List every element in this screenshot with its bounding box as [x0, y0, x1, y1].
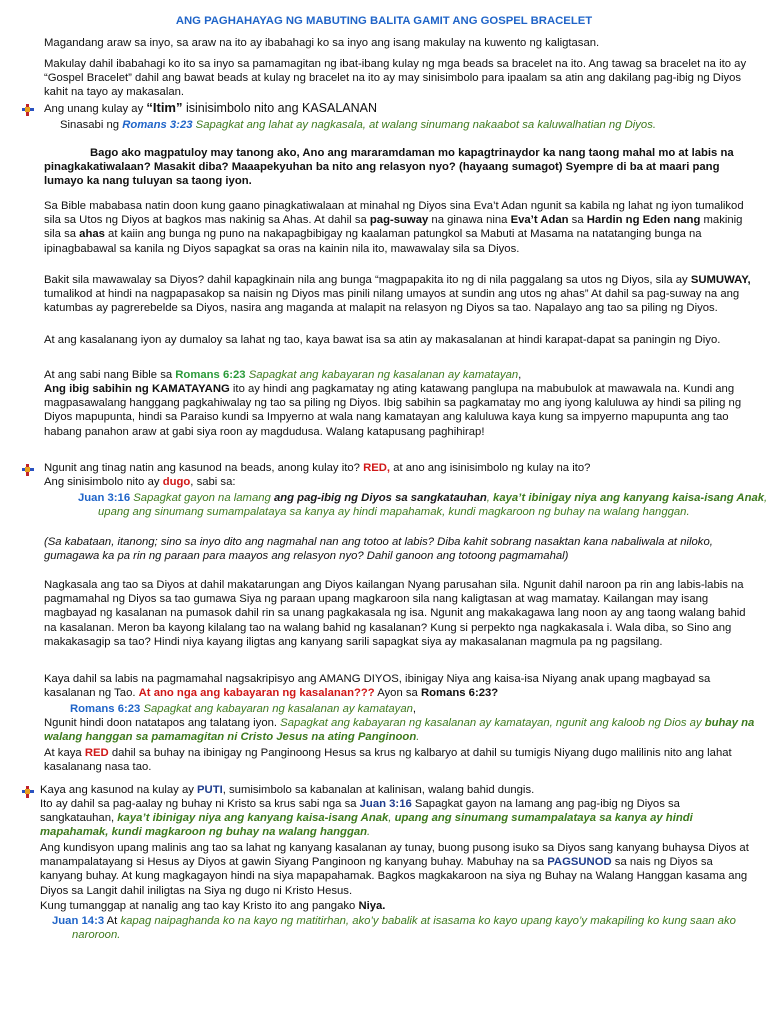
amang-text: Kaya dahil sa labis na pagmamahal nagsakripisyo ang AMANG DIYOS, ibinigay Niya ang kaisa-isa Niyang anak upang magbayad sa kasalanan ng Tao. [44, 673, 711, 700]
kabataan-note: (Sa kabataan, itanong; sino sa inyo dito ang nagmahal nan ang totoo at labis? Diba kahit sobrang nasaktan kana nabaliwala at niloko, gumagawa ka pa rin ng paraan para maayos ang relasyon nyo? Dahil ganoon ang totoong pagmamahal) [44, 536, 713, 563]
juan-verse-5: , upang ang sinumang sumampalataya sa kanya ay hindi mapahamak, kundi magkaroon ng buhay na walang hanggan. [98, 492, 768, 519]
juan-14-3-verse [52, 914, 762, 942]
black-color-label: “Itim” [146, 100, 183, 115]
alay-text-1: Ito ay dahil sa pag-aalay ng buhay ni Kristo sa krus sabi nga sa [40, 798, 360, 810]
juan-verse-3: , [486, 492, 494, 504]
ayon-text: Ayon sa [374, 687, 421, 700]
alay-verse-1: kaya’t ibinigay niya ang kanyang kaisa-isang Anak [117, 812, 389, 825]
romans-3-23-verse: Sapagkat ang lahat ay nagkasala, at walang sinumang nakaabot sa kaluwalhatian ng Diyos. [192, 119, 656, 131]
juan-14-3-ref: Juan 14:3 [52, 915, 105, 927]
ngunit-paragraph [44, 716, 756, 744]
pag-suway-text: pag-suway [369, 214, 429, 227]
nagkasala-paragraph: Nagkasala ang tao sa Diyos at dahil makatarungan ang Diyos kailangan Nyang parusahan sila. Ngunit dahil naroon pa rin ang labis-labis na pagmamahal ng Diyos sa tao gumawa Siya ng paraan upang magkaroon sila nang kaligtasan at wag mamatay. Kailangan may isang magbayad ng kasalanan na pumasok dahil rin sa unang pagkakasala ng isa. Ngunit ang makakagawa lang noon ay ang taong walang bahid na kasalanan. Meron ba kayong kilalang tao na walang bahid ng kasalanan? Kung si perpekto nga nagkakasala i. Wala diba, so Sino ang makakasagip sa tao? Hindi niya kayang iligtas ang kanyang sarili sapagkat siya ay makasalanan magmula pa ng pagsilang. [44, 579, 746, 648]
ngunit-verse-1: Sapagkat ang kabayaran ng kasalanan ay kamatayan [280, 717, 550, 729]
kundisyon-text-1: Ang kundisyon upang malinis ang tao sa lahat ng kanyang kasalanan ay tunay, buong pusong isuko sa Diyos sang kanyang buhaysa Diyos at manampalatayang si Hesus ay Diyos at gawin Siyang Panginoon ng kanyang buhay. Mabuhay na sa [40, 842, 749, 869]
white-heading [40, 783, 752, 797]
says-text: Sinasabi ng [60, 119, 123, 131]
romans-3-23-line [60, 118, 700, 132]
intro-paragraph-1: Magandang araw sa inyo, sa araw na ito ay ibabahagi ko sa inyo ang isang makulay na kuwento ng kaligtasan. [44, 37, 600, 49]
alay-comma: , [388, 812, 395, 825]
pangako-text: Kung tumanggap at nanalig ang tao kay Kristo ito ang pangako [40, 900, 359, 912]
question-paragraph: Bago ako magpatuloy may tanong ako, Ano ang mararamdaman mo kapagtrinaydor ka nang taong mahal mo at labis na pinagkakatiwalaan? Masakit diba? Maaapekyuhan ba nito ang relasyon nyo? (hayaang sumagot) Syempre di ba at maari pang lumayo ka nang tuluyan sa taong iyon. [44, 147, 734, 188]
bakit-paragraph [44, 273, 756, 316]
red-question [44, 461, 756, 475]
eva-adan-text: Eva’t Adan [510, 214, 569, 227]
cross-bullet-icon [22, 464, 34, 476]
red-question-text-1: Ngunit ang tinag natin ang kasunod na beads, anong kulay ito? [44, 462, 364, 474]
kamatayan-bold: Ang ibig sabihin ng KAMATAYANG [44, 383, 230, 395]
sumuway-text: SUMUWAY, [690, 274, 751, 286]
puti-label: PUTI [197, 784, 223, 796]
eden-text-2: na ginawa nina [428, 214, 511, 227]
red-symbol-text-2: , sabi sa: [190, 476, 236, 488]
pagsunod-text: PAGSUNOD [547, 856, 612, 869]
kamatayan-paragraph [44, 382, 756, 439]
alay-paragraph [40, 797, 756, 840]
black-heading [44, 101, 744, 116]
bakit-text-1: Bakit sila mawawalay sa Diyos? dahil kapagkinain nila ang bunga “magpapakita ito ng di nila paggalang sa utos ng Diyos, sila ay [44, 274, 691, 286]
romans-6-23-bold: Romans 6:23? [420, 687, 499, 700]
eden-text-3: sa [568, 214, 587, 227]
red-symbol-text: Ang sinisimbolo nito ay [44, 476, 163, 488]
amang-diyos-paragraph [44, 672, 756, 700]
alay-verse-2: upang ang sinumang sumampalataya sa kanya ay hindi mapahamak, kundi magkaroon ng buhay na walang hanggan [40, 812, 693, 839]
juan-3-16-verse [78, 491, 768, 519]
kasalanan-paragraph: At ang kasalanang iyon ay dumaloy sa lahat ng tao, kaya bawat isa sa atin ay makasalanan at hindi karapat-dapat sa paningin ng Diyo. [44, 334, 721, 346]
hardin-eden-text: Hardin ng Eden nang [586, 214, 701, 227]
romans-6-23-verse-2: Sapagkat ang kabayaran ng kasalanan ay kamatayan [140, 703, 413, 715]
death-text-1: At ang sabi nang Bible sa [44, 369, 176, 381]
romans-6-23-line [44, 368, 756, 382]
cross-bullet-icon [22, 104, 34, 116]
kabayaran-question: At ano nga ang kabayaran ng kasalanan??? [138, 687, 375, 700]
ngunit-period: . [416, 731, 420, 744]
kaya-text: At kaya [44, 747, 85, 759]
black-heading-symbol: isinisimbolo nito ang KASALANAN [182, 101, 378, 115]
eden-text-4: makinig sila sa [44, 214, 743, 241]
ahas-text: ahas [79, 228, 105, 241]
cross-bullet-icon [22, 786, 34, 798]
eden-text-1: Sa Bible mababasa natin doon kung gaano pinagkatiwalaan at minahal ng Diyos sina Eva’t Adan ngunit sa kabila ng lahat ng iyon tumalikod sila sa Utos ng Diyos at bagkos mas nakinig sa Ahas. At dahil sa [44, 200, 744, 227]
pangako-line [40, 899, 756, 913]
alay-text-2: Sapagkat gayon na lamang ang pag-ibig ng Diyos sa sangkatauhan, [40, 798, 680, 825]
romans-6-23-verse: Sapagkat ang kabayaran ng kasalanan ay kamatayan [245, 369, 519, 381]
kundisyon-text-2: sa nais ng Diyos sa kanyang buhay. At kung magkagayon hindi na siya mapapahamak. Bagkos magkakaroon na siya ng Buhay na Walang Hanggan kasama ang Diyos sa Langit dahil iniligtas na Siya ng dugo ni Kristo Hesus. [40, 856, 748, 897]
death-comma: , [518, 369, 522, 381]
romans-6-23-ref: Romans 6:23 [175, 369, 246, 381]
kaya-red-paragraph [44, 746, 756, 774]
red-word: RED [84, 747, 109, 759]
romans-3-23-ref: Romans 3:23 [122, 119, 193, 131]
eden-text-5: at kaiin ang bunga ng puno na nakapagbibigay ng kaalaman patungkol sa Mabuti at Masama na natatanging bunga na ipinagbabawal sa kanila ng Diyos sapagkat sa oras na kainin nila ito, mawawalay sila sa Diyos. [44, 228, 702, 255]
bakit-text-2: tumalikod at hindi na nagpapasakop sa naisin ng Diyos mas pinili nilang umayos at sundin ang utos ng ahas” At dahil sa pag-suway na ang katumbas ay pagrerebelde sa Diyos, nasira ang maganda at malapit na relasyon ng Diyos sa tao. Napalayo ang tao sa piling ng Diyos. [44, 288, 740, 315]
romans-6-23-repeat [70, 702, 750, 716]
black-heading-text: Ang unang kulay ay [44, 103, 147, 115]
white-text-1: Kaya ang kasunod na kulay ay [40, 784, 198, 796]
romans-6-23-ref-2: Romans 6:23 [70, 703, 141, 715]
intro-paragraph-2: Makulay dahil ibabahagi ko ito sa inyo sa pamamagitan ng ibat-ibang kulay ng mga beads sa bracelet na ito. Ang tawag sa bracelet na ito ay “Gospel Bracelet” dahil ang bawat beads at kulay ng bracelet na ito ay may sinisimbolo para ipaalam sa atin ang dakilang pag-ibig ng Diyos kahit na tayo ay makasalan. [44, 58, 747, 99]
juan-3-16-ref: Juan 3:16 [78, 492, 131, 504]
alay-period: . [367, 826, 371, 839]
ngunit-verse-3: buhay na walang hanggan sa pamamagitan ni Cristo Jesus na ating Panginoon [44, 717, 755, 744]
red-question-text-2: at ano ang isinisimbolo ng kulay na ito? [390, 462, 591, 474]
dugo-text: dugo [162, 476, 191, 488]
juan-3-16-ref-2: Juan 3:16 [359, 798, 412, 810]
juan-14-3-text: kapag naipaghanda ko na kayo ng matitirhan, ako’y babalik at isasama ko kayo upang kayo’y makapiling ko kung saan ako naroroon. [72, 915, 736, 942]
kaya-text-2: dahil sa buhay na ibinigay ng Panginoong Hesus sa krus ng kalbaryo at dahil su tumigis Niyang dugo malilinis nito ang lahat kasalanang nasa tao. [44, 747, 732, 774]
juan-verse-1: Sapagkat gayon na lamang [130, 492, 274, 504]
white-text-2: , sumisimbolo sa kabanalan at kalinisan, walang bahid dungis. [222, 784, 535, 796]
red-symbol-line [44, 475, 756, 489]
document-title: ANG PAGHAHAYAG NG MABUTING BALITA GAMIT ANG GOSPEL BRACELET [175, 15, 593, 27]
romans-comma: , [412, 703, 417, 715]
ngunit-verse-2: , ngunit ang kaloob ng Dios ay [549, 717, 705, 729]
red-color-label: RED, [363, 462, 391, 474]
eden-paragraph [44, 199, 756, 256]
juan-verse-4: kaya’t ibinigay niya ang kanyang kaisa-isang Anak [493, 492, 765, 504]
juan-14-3-at: At [104, 915, 121, 927]
juan-verse-2: ang pag-ibig ng Diyos sa sangkatauhan [273, 492, 487, 504]
kamatayan-text: ito ay hindi ang pagkamatay ng ating katawang panglupa na mabubulok at mawawala na. Kundi ang magpasawalang hanggang pagkahiwalay ng tao sa piling ng Diyos. Ibig sabihin sa pagkamatay mo ang iyong kaluluwa ay hindi sa piling ng Diyos mapupunta, hindi sa Paraiso kundi sa Impyerno at wala nang kamatayan ang kaluluwa kaya kung sa impyerno mapupunta ang tao habang panahon araw at gabi siya roon ay magdudusa. Walang katapusang paghihirap! [44, 383, 742, 438]
kundisyon-paragraph [40, 841, 756, 898]
ngunit-text: Ngunit hindi doon natatapos ang talatang iyon. [44, 717, 281, 729]
niya-text: Niya. [358, 900, 386, 912]
